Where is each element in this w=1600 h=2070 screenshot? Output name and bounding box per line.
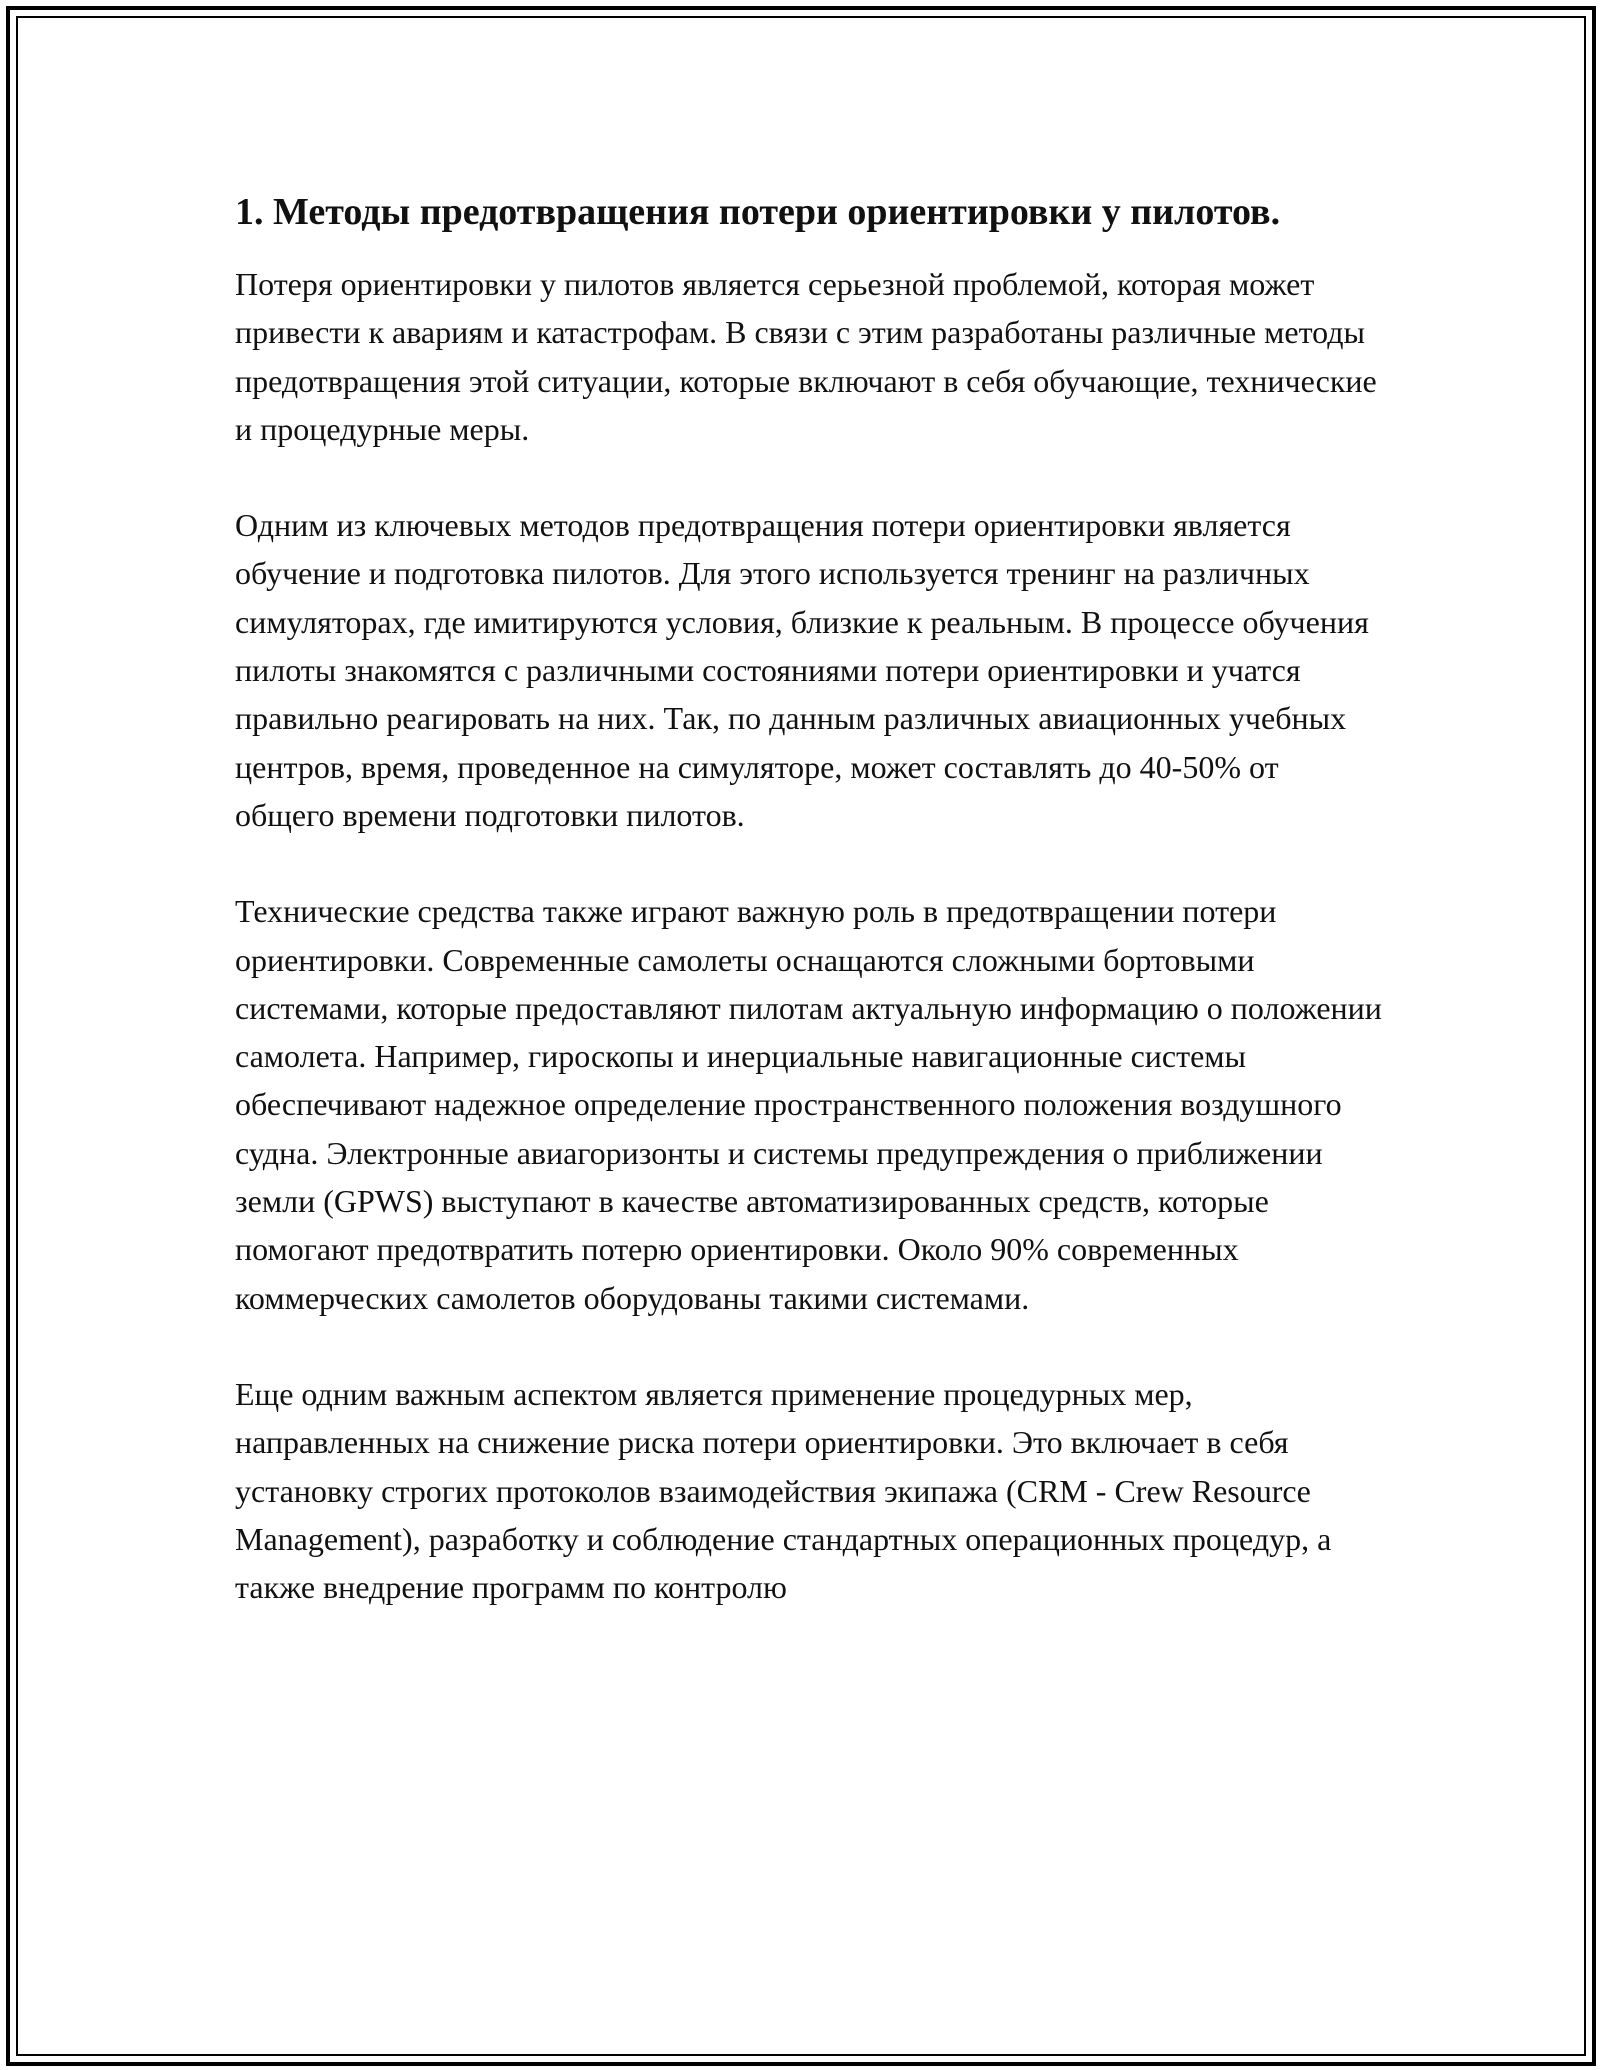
- document-body: [235, 186, 1385, 1611]
- paragraph-training: Одним из ключевых методов предотвращения потери ориентировки является обучение и подготовка пилотов. Для этого используется тренинг на различных симуляторах, где имитируются условия, близкие к реальным. В процессе обучения пилоты знакомятся с различными состояниями потери ориентировки и учатся правильно реагировать на них. Так, по данным различных авиационных учебных центров, время, проведенное на симуляторе, может составлять до 40-50% от общего времени подготовки пилотов.: [235, 507, 1369, 833]
- paragraph-intro: Потеря ориентировки у пилотов является серьезной проблемой, которая может привести к авариям и катастрофам. В связи с этим разработаны различные методы предотвращения этой ситуации, которые включают в себя обучающие, технические и процедурные меры.: [235, 266, 1377, 447]
- paragraph-procedural: Еще одним важным аспектом является применение процедурных мер, направленных на снижение риска потери ориентировки. Это включает в себя установку строгих протоколов взаимодействия экипажа (CRM - Crew Resource Management), разработку и соблюдение стандартных операционных процедур, а также внедрение программ по контролю: [235, 1375, 1332, 1606]
- section-heading: 1. Методы предотвращения потери ориентировки у пилотов.: [235, 191, 1281, 233]
- paragraph-technical: Технические средства также играют важную роль в предотвращении потери ориентировки. Современные самолеты оснащаются сложными бортовыми системами, которые предоставляют пилотам актуальную информацию о положении самолета. Например, гироскопы и инерциальные навигационные системы обеспечивают надежное определение пространственного положения воздушного судна. Электронные авиагоризонты и системы предупреждения о приближении земли (GPWS) выступают в качестве автоматизированных средств, которые помогают предотвратить потерю ориентировки. Около 90% современных коммерческих самолетов оборудованы такими системами.: [235, 893, 1382, 1316]
